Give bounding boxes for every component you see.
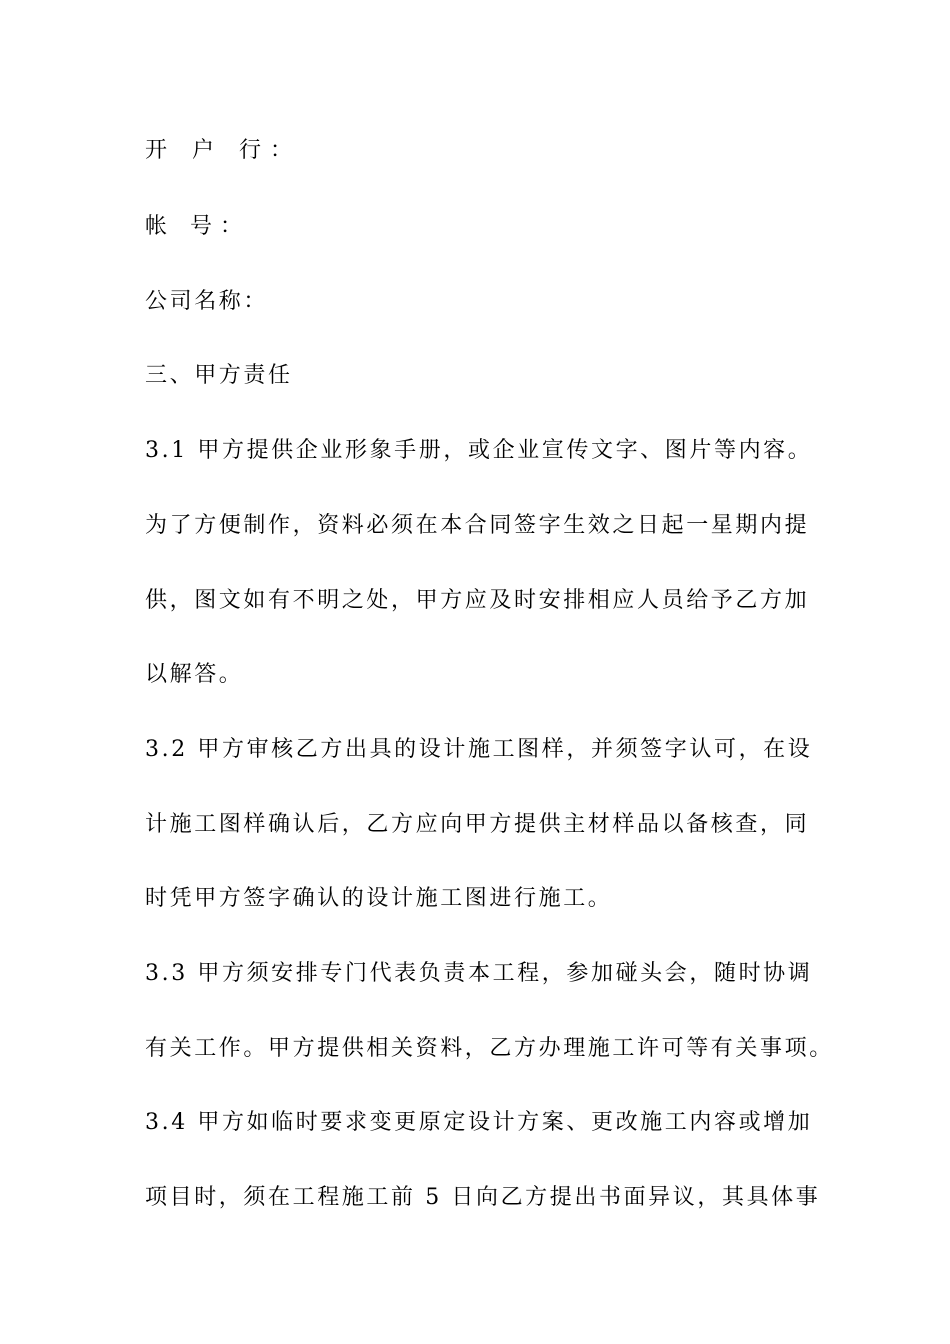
- company-label: 公司名称：: [145, 289, 269, 314]
- paragraph-line: 以解答。: [145, 662, 244, 687]
- paragraph-line: 3.4 甲方如临时要求变更原定设计方案、更改施工内容或增加: [145, 1110, 813, 1135]
- paragraph-line: 3.1 甲方提供企业形象手册，或企业宣传文字、图片等内容。: [145, 438, 813, 463]
- paragraph-line: 有关工作。甲方提供相关资料，乙方办理施工许可等有关事项。: [145, 1036, 834, 1061]
- paragraph-line: 供，图文如有不明之处，甲方应及时安排相应人员给予乙方加: [145, 588, 810, 613]
- paragraph-line: 为了方便制作，资料必须在本合同签字生效之日起一星期内提: [145, 513, 810, 538]
- paragraph-line: 计施工图样确认后，乙方应向甲方提供主材样品以备核查，同: [145, 812, 810, 837]
- paragraph-line: 3.2 甲方审核乙方出具的设计施工图样，并须签字认可，在设: [145, 737, 813, 762]
- paragraph-line: 时凭甲方签字确认的设计施工图进行施工。: [145, 886, 613, 911]
- paragraph-line: 3.3 甲方须安排专门代表负责本工程，参加碰头会，随时协调: [145, 961, 813, 986]
- bank-label: 开 户 行：: [145, 138, 301, 163]
- section-heading: 三、甲方责任: [145, 363, 293, 388]
- paragraph-line: 项目时，须在工程施工前 5 日向乙方提出书面异议，其具体事: [145, 1185, 821, 1210]
- account-label: 帐 号：: [145, 214, 250, 239]
